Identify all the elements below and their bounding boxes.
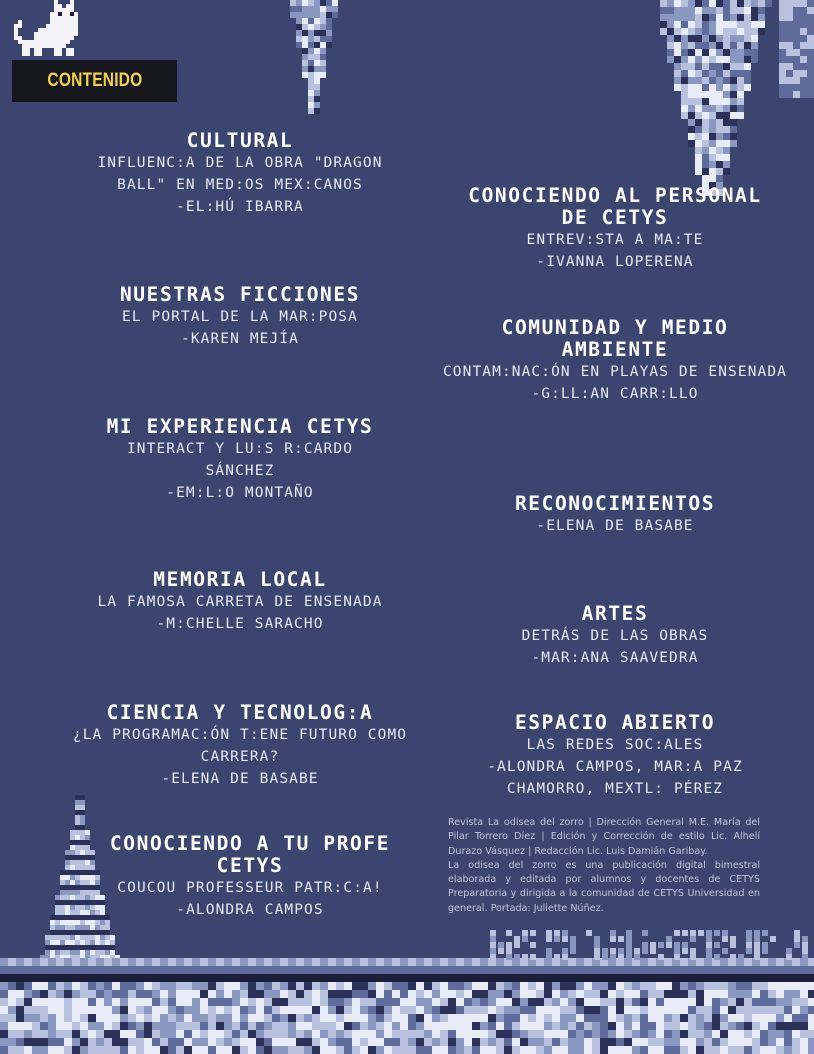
- toc-entry-title: COMUNIDAD Y MEDIO AMBIENTE: [501, 316, 729, 361]
- toc-entry-author: -ALONDRA CAMPOS: [176, 902, 324, 918]
- pixel-stalactite-icon: [290, 0, 340, 115]
- toc-entry: [60, 130, 420, 218]
- toc-entry-title: CONOCIENDO A TU PROFE CETYS: [109, 832, 391, 877]
- toc-entry: [430, 603, 800, 669]
- toc-entry-author: -MAR:ANA SAAVEDRA: [531, 650, 699, 666]
- toc-entry-author: -M:CHELLE SARACHO: [156, 616, 324, 632]
- toc-entry-title: MI EXPERIENCIA CETYS: [106, 415, 374, 438]
- toc-entry-subtitle: LAS REDES SOC:ALES: [526, 737, 704, 753]
- toc-entry-author: -G:LL:AN CARR:LLO: [531, 386, 699, 402]
- toc-entry-author: -ELENA DE BASABE: [536, 518, 694, 534]
- toc-entry: [60, 416, 420, 504]
- pixel-stalactite-icon: [660, 0, 814, 200]
- toc-entry-author: -IVANNA LOPERENA: [536, 254, 694, 270]
- toc-entry: [430, 493, 800, 537]
- toc-entry: [430, 317, 800, 405]
- toc-entry-subtitle: INTERACT Y LU:S R:CARDO SÁNCHEZ: [126, 441, 354, 479]
- toc-entry: [430, 712, 800, 800]
- toc-entry-title: CONOCIENDO AL PERSONAL DE CETYS: [468, 184, 762, 229]
- credits-paragraph: La odisea del zorro es una publicación digital bimestral elaborada y editada por alumnos y docentes de CETYS Preparatoria y dirigida a la comunidad de CETYS Universidad en general. Portada: Juliette Núñez.: [448, 859, 760, 914]
- toc-entry-subtitle: EL PORTAL DE LA MAR:POSA: [122, 309, 358, 325]
- toc-entry-title: ESPACIO ABIERTO: [514, 711, 716, 734]
- toc-entry-subtitle: LA FAMOSA CARRETA DE ENSENADA: [97, 594, 383, 610]
- toc-entry-subtitle: INFLUENC:A DE LA OBRA "DRAGON BALL" EN MED:OS MEX:CANOS: [97, 155, 383, 193]
- toc-entry-author: -ALONDRA CAMPOS, MAR:A PAZ CHAMORRO, MEXTL: PÉREZ: [487, 759, 743, 797]
- toc-entry-subtitle: ENTREV:STA A MA:TE: [526, 232, 704, 248]
- toc-entry-title: MEMORIA LOCAL: [153, 568, 327, 591]
- toc-entry: [60, 284, 420, 350]
- pixel-stone-floor-icon: [0, 930, 814, 1054]
- toc-entry: [60, 833, 440, 921]
- contents-badge-label: CONTENIDO: [47, 70, 142, 91]
- toc-entry-subtitle: COUCOU PROFESSEUR PATR:C:A!: [117, 880, 383, 896]
- toc-entry-title: ARTES: [581, 602, 649, 625]
- pixel-cat-icon: [14, 0, 114, 60]
- magazine-credits: [448, 816, 760, 916]
- toc-entry: [60, 569, 420, 635]
- credits-paragraph: Revista La odisea del zorro | Dirección General M.E. María del Pilar Torrero Díez | Edición y Corrección de estilo Lic. Alhelí Durazo Vásquez | Redacción Lic. Luis Damián Garibay.: [448, 817, 760, 857]
- toc-entry-subtitle: ¿LA PROGRAMAC:ÓN T:ENE FUTURO COMO CARRERA?: [72, 727, 408, 765]
- toc-entry-title: RECONOCIMIENTOS: [514, 492, 716, 515]
- toc-entry-author: -EL:HÚ IBARRA: [176, 199, 304, 215]
- toc-entry-author: -KAREN MEJÍA: [181, 331, 299, 347]
- toc-entry-author: -ELENA DE BASABE: [161, 771, 319, 787]
- toc-entry-subtitle: DETRÁS DE LAS OBRAS: [521, 628, 709, 644]
- toc-entry-title: CIENCIA Y TECNOLOG:A: [106, 701, 374, 724]
- contents-badge: [12, 60, 177, 102]
- toc-entry-author: -EM:L:O MONTAÑO: [166, 485, 314, 501]
- toc-entry-title: CULTURAL: [186, 129, 294, 152]
- toc-entry: [430, 185, 800, 273]
- toc-entry-title: NUESTRAS FICCIONES: [119, 283, 361, 306]
- toc-entry: [60, 702, 420, 790]
- toc-entry-subtitle: CONTAM:NAC:ÓN EN PLAYAS DE ENSENADA: [442, 364, 788, 380]
